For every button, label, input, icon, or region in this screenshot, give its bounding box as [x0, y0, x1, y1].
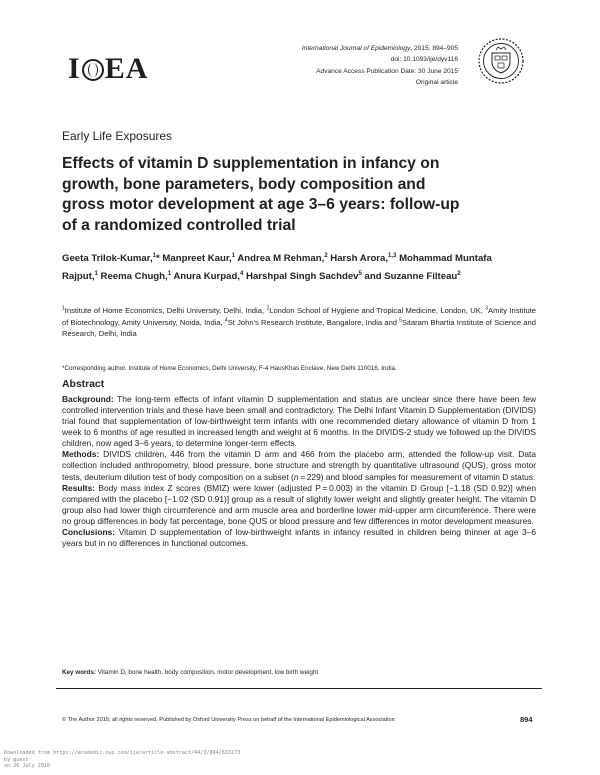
abstract-conclusions: Conclusions: Vitamin D supplementation of low-birthweight infants in infancy resulted in children being thinner at age 3–6 years but in no differences in functional outcomes. — [62, 526, 536, 549]
divider — [56, 688, 542, 689]
author-name: Harshpal Singh Sachdev$^5$ — [246, 270, 362, 282]
globe-icon — [82, 59, 104, 81]
author-name: Anura Kurpad,$^4$ — [173, 270, 244, 282]
doi: doi: 10.1093/ije/dyv116 — [390, 56, 458, 64]
author-name: Suzanne Filteau$^2$ — [384, 270, 461, 282]
journal-name: International Journal of Epidemiology — [301, 45, 411, 52]
abstract-heading: Abstract — [62, 379, 105, 390]
author-name: Geeta Trilok-Kumar,$^1$ — [62, 253, 156, 265]
author-name: Harsh Arora,$^{1,3}$ — [330, 253, 397, 265]
article-type: Original article — [415, 78, 458, 86]
journal-logo: I EA — [68, 52, 149, 85]
affiliations — [62, 303, 536, 340]
abstract-results: Results: Body mass index Z scores (BMIZ) were lower (adjusted P = 0.003) in the vitamin D Group [−1.18 (SD 0.92)] when compared with the placebo [−1.02 (SD 0.91)] group as a result of slightly lower weight and slightly greater height. The vitamin D group also had lower thigh circumference and arm muscle area and borderline lower mid-upper arm circumference. There were no group differences in body fat percentage, bone QUS or blood pressure and few differences in motor development measures. — [62, 482, 536, 526]
article-title: Effects of vitamin D supplementation in infancy on growth, bone parameters, body composition and gross motor development at age 3–6 years: follow-up of a randomized controlled trial — [62, 155, 460, 234]
affiliation: $^5$Sitaram Bhartia Institute of Science and Research, Delhi, India — [62, 317, 536, 339]
university-seal-icon — [477, 37, 525, 85]
author-name: Mohammad Muntafa Rajput,$^1$ — [62, 253, 492, 282]
abstract-background: Background: The long-term effects of infant vitamin D supplementation and status are unclear since there have been few controlled intervention trials and these have been small and contradictory. The Delhi Infant Vitamin D Supplementation (DIVIDS) trial found that supplementation of low-birthweight term infants with one recommended dietary allowance of vitamin D from 1 week to 6 months of age resulted in increased length and weight at 6 months. In the DIVIDS-2 study we followed up the DIVIDS children, now aged 3–6 years, to determine longer-term effects. — [62, 394, 536, 449]
journal-meta — [302, 43, 458, 88]
author-name: Reema Chugh,$^1$ — [100, 270, 172, 282]
abstract-body — [62, 394, 536, 549]
author-name: Andrea M Rehman,$^2$ — [237, 253, 328, 265]
affiliation: $^4$St John's Research Institute, Bangalore, India and — [224, 317, 400, 328]
affiliation: $^1$Institute of Home Economics, Delhi University, Delhi, India, — [62, 305, 267, 315]
section-label: Early Life Exposures — [62, 129, 173, 143]
download-stamp: Downloaded from https://academic.oup.com/ije/article-abstract/44/3/894/633173 by guest on 26 July 2018 — [4, 750, 241, 769]
corresponding-author: *Corresponding author. Institute of Home Economics, Delhi University, F-4 HausKhas Enclave, New Delhi 110016, India. — [62, 365, 397, 372]
citation: , 2015, 894–905 — [410, 45, 458, 52]
author-name: Manpreet Kaur,$^1$ — [162, 253, 236, 265]
advance-access-date: Advance Access Publication Date: 30 June 2015 — [316, 67, 458, 75]
keywords: Key words: Vitamin D, bone health, body composition, motor development, low birth weight — [62, 669, 319, 676]
abstract-methods: Methods: DIVIDS children, 446 from the vitamin D arm and 466 from the placebo arm, attended the follow-up visit. Data collection included anthropometry, blood pressure, bone structure and strength by quantitative ultrasound (QUS), gross motor tests, deuterium dilution test of body composition on a subset (n = 229) and blood samples for measurement of vitamin D status. — [62, 449, 536, 482]
page-number: 894 — [520, 715, 533, 724]
copyright-notice: © The Author 2015; all rights reserved. Published by Oxford University Press on behalf of the International Epidemiological Association — [62, 717, 395, 723]
affiliation: $^2$London School of Hygiene and Tropical Medicine, London, UK, — [266, 305, 486, 315]
author-list: Geeta Trilok-Kumar,$^1$* Manpreet Kaur,$^1$ Andrea M Rehman,$^2$ Harsh Arora,$^{1,3}$ Mohammad Muntafa Rajput,$^1$ Reema Chugh,$^1$ Anura Kurpad,$^4$ Harshpal Singh Sachdev$^5$ and Suzanne Filteau$^2$ — [62, 253, 492, 282]
affiliation: $^3$Amity Institute of Biotechnology, Amity University, Noida, India, — [62, 305, 537, 328]
